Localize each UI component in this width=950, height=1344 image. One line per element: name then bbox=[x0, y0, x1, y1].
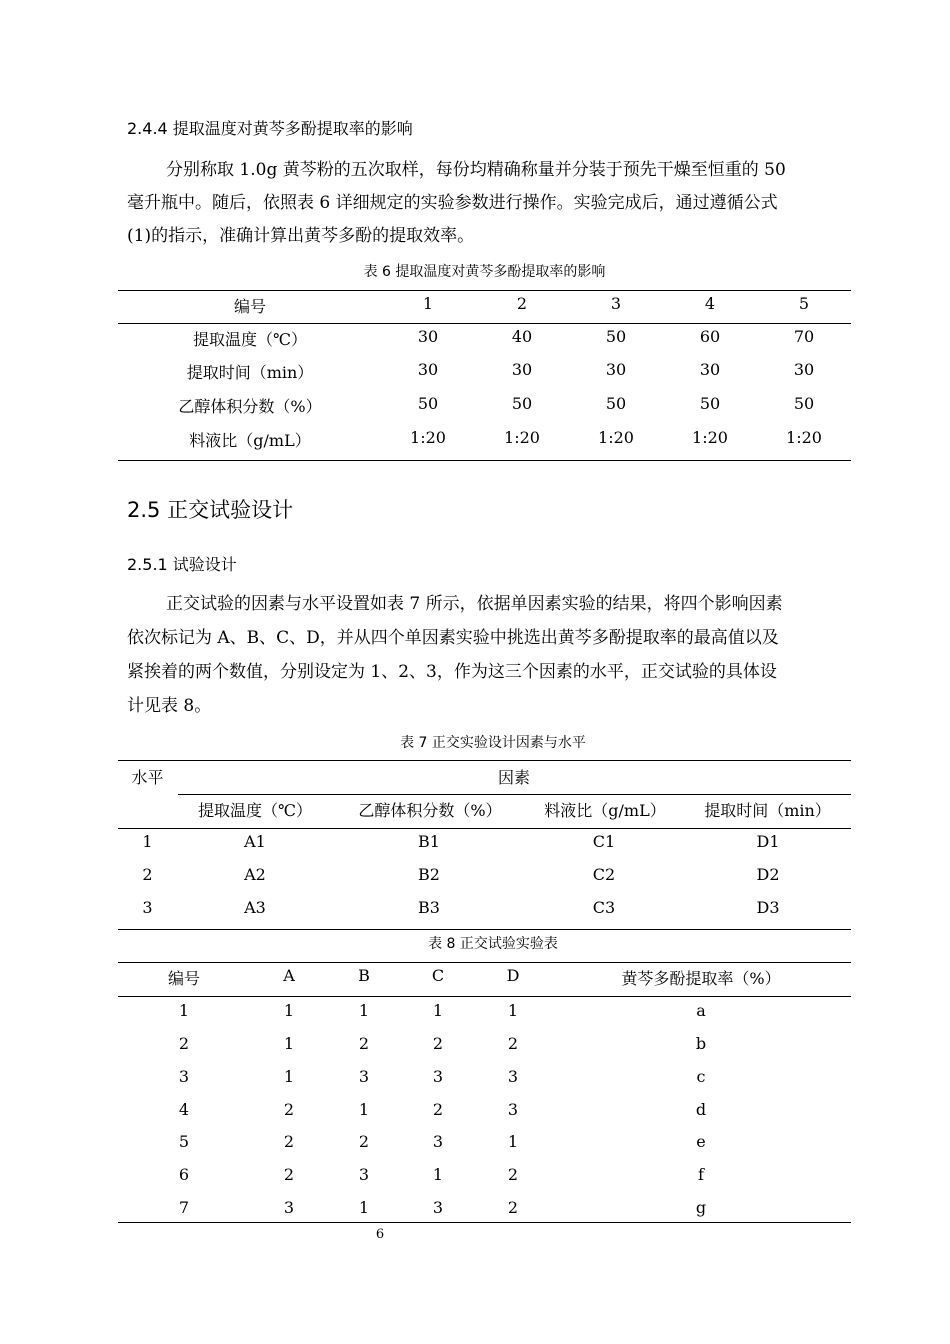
table-6-row-label: 提取温度（℃） bbox=[193, 330, 307, 349]
table-8-cell: d bbox=[695, 1100, 707, 1119]
table-8-top-rule bbox=[118, 962, 851, 963]
table-7-cell: D1 bbox=[756, 832, 780, 851]
paragraph-line: (1)的指示，准确计算出黄芩多酚的提取效率。 bbox=[127, 226, 475, 246]
table-8-cell: c bbox=[696, 1067, 706, 1086]
table-8-cell: 2 bbox=[432, 1100, 444, 1119]
table-7-cell: A1 bbox=[244, 832, 266, 851]
table-8-cell: 3 bbox=[507, 1067, 519, 1086]
table-8-header-cell: 黄芩多酚提取率（%） bbox=[621, 969, 781, 988]
table-8-header-cell: C bbox=[431, 966, 445, 985]
table-6-header-cell: 1 bbox=[422, 294, 434, 313]
table-8-cell: 1 bbox=[432, 1165, 444, 1184]
table-7-caption: 表 7 正交实验设计因素与水平 bbox=[400, 735, 586, 751]
table-7-level-cell: 1 bbox=[142, 832, 153, 851]
table-8-cell: 3 bbox=[507, 1100, 519, 1119]
table-6-cell: 50 bbox=[699, 394, 721, 413]
table-7-factor-header: 因素 bbox=[497, 768, 530, 787]
paragraph-line: 依次标记为 A、B、C、D，并从四个单因素实验中挑选出黄芩多酚提取率的最高值以及 bbox=[127, 628, 779, 648]
table-7-cell: D3 bbox=[756, 898, 780, 917]
table-8-header-cell: D bbox=[506, 966, 520, 985]
table-6-header-cell: 3 bbox=[610, 294, 622, 313]
table-6-row-label: 料液比（g/mL） bbox=[189, 431, 311, 450]
paragraph-line: 分别称取 1.0g 黄芩粉的五次取样，每份均精确称量并分装于预先干燥至恒重的 50 bbox=[166, 160, 786, 180]
table-8-cell: 2 bbox=[507, 1198, 519, 1217]
table-6-caption: 表 6 提取温度对黄芩多酚提取率的影响 bbox=[363, 264, 606, 280]
table-7-top-rule bbox=[118, 760, 851, 761]
table-8-header-cell: B bbox=[358, 966, 370, 985]
table-8-cell: 4 bbox=[178, 1100, 190, 1119]
paragraph-line: 毫升瓶中。随后，依照表 6 详细规定的实验参数进行操作。实验完成后，通过遵循公式 bbox=[127, 193, 778, 213]
table-8-header-cell: A bbox=[283, 966, 295, 985]
table-8-cell: 7 bbox=[178, 1198, 190, 1217]
table-8-cell: 3 bbox=[283, 1198, 295, 1217]
table-7-header-rule bbox=[118, 828, 851, 829]
table-6-row-label: 乙醇体积分数（%） bbox=[178, 397, 322, 416]
table-7-level-cell: 3 bbox=[142, 898, 153, 917]
table-7-factor-cell: 乙醇体积分数（%） bbox=[358, 801, 502, 820]
table-6-cell: 30 bbox=[511, 360, 533, 379]
table-8-cell: g bbox=[695, 1198, 707, 1217]
table-6-bottom-rule bbox=[118, 460, 851, 461]
table-8-cell: 2 bbox=[283, 1100, 295, 1119]
table-8-cell: 3 bbox=[432, 1067, 444, 1086]
table-7-bottom-rule bbox=[118, 929, 851, 930]
table-8-cell: b bbox=[695, 1034, 707, 1053]
table-8-cell: 1 bbox=[358, 1001, 370, 1020]
table-8-cell: 1 bbox=[507, 1001, 519, 1020]
table-6-cell: 40 bbox=[511, 327, 533, 346]
table-6-header-cell: 4 bbox=[704, 294, 716, 313]
table-8-cell: 2 bbox=[283, 1132, 295, 1151]
table-8-cell: 1 bbox=[178, 1001, 190, 1020]
paragraph-line: 计见表 8。 bbox=[127, 696, 212, 716]
table-7-cell: C2 bbox=[592, 865, 616, 884]
table-8-cell: 2 bbox=[358, 1034, 370, 1053]
table-6-header-rule bbox=[118, 323, 851, 324]
table-8-header-rule bbox=[118, 996, 851, 997]
table-8-cell: 2 bbox=[432, 1034, 444, 1053]
table-8-cell: 2 bbox=[507, 1034, 519, 1053]
table-7-cell: D2 bbox=[756, 865, 780, 884]
table-8-cell: 1 bbox=[432, 1001, 444, 1020]
table-6-cell: 30 bbox=[417, 327, 439, 346]
page-number: 6 bbox=[375, 1227, 385, 1242]
paragraph-line: 正交试验的因素与水平设置如表 7 所示，依据单因素实验的结果，将四个影响因素 bbox=[166, 594, 783, 614]
table-6-cell: 1:20 bbox=[786, 428, 822, 447]
section-heading-2-5-1: 2.5.1 试验设计 bbox=[127, 555, 237, 574]
table-8-cell: 3 bbox=[178, 1067, 190, 1086]
table-8-bottom-rule bbox=[118, 1222, 851, 1223]
table-8-cell: 3 bbox=[358, 1067, 370, 1086]
table-8-cell: a bbox=[696, 1001, 706, 1020]
table-6-cell: 30 bbox=[699, 360, 721, 379]
table-7-cell: C1 bbox=[592, 832, 616, 851]
table-8-cell: 1 bbox=[507, 1132, 519, 1151]
table-6-cell: 50 bbox=[511, 394, 533, 413]
table-6-cell: 50 bbox=[793, 394, 815, 413]
table-8-cell: 3 bbox=[358, 1165, 370, 1184]
table-6-header-cell: 2 bbox=[516, 294, 528, 313]
table-6-top-rule bbox=[118, 290, 851, 291]
table-8-cell: 2 bbox=[283, 1165, 295, 1184]
table-6-cell: 50 bbox=[605, 327, 627, 346]
table-7-cell: B2 bbox=[418, 865, 440, 884]
table-6-cell: 50 bbox=[605, 394, 627, 413]
table-8-cell: 1 bbox=[358, 1100, 370, 1119]
table-8-cell: 3 bbox=[432, 1132, 444, 1151]
table-8-cell: 1 bbox=[283, 1067, 295, 1086]
table-7-factor-cell: 提取时间（min） bbox=[704, 801, 831, 820]
table-6-cell: 1:20 bbox=[504, 428, 540, 447]
table-7-factor-cell: 提取温度（℃） bbox=[198, 801, 312, 820]
table-6-cell: 1:20 bbox=[410, 428, 446, 447]
table-8-cell: 2 bbox=[178, 1034, 190, 1053]
table-8-cell: 1 bbox=[358, 1198, 370, 1217]
table-8-cell: 3 bbox=[432, 1198, 444, 1217]
table-6-cell: 1:20 bbox=[692, 428, 728, 447]
table-8-header-cell: 编号 bbox=[167, 969, 200, 988]
table-7-factor-rule bbox=[178, 794, 851, 795]
table-8-caption: 表 8 正交试验实验表 bbox=[428, 936, 558, 952]
table-7-cell: A3 bbox=[244, 898, 266, 917]
table-7-cell: B3 bbox=[418, 898, 440, 917]
table-7-cell: B1 bbox=[418, 832, 440, 851]
table-7-cell: A2 bbox=[244, 865, 266, 884]
table-7-level-header: 水平 bbox=[131, 768, 164, 787]
table-7-factor-cell: 料液比（g/mL） bbox=[544, 801, 666, 820]
section-heading-2-5: 2.5 正交试验设计 bbox=[127, 498, 294, 522]
paragraph-line: 紧挨着的两个数值，分别设定为 1、2、3，作为这三个因素的水平，正交试验的具体设 bbox=[127, 662, 777, 682]
table-8-cell: 5 bbox=[178, 1132, 190, 1151]
table-6-cell: 30 bbox=[605, 360, 627, 379]
table-6-row-label: 提取时间（min） bbox=[186, 363, 314, 382]
table-8-cell: 2 bbox=[507, 1165, 519, 1184]
section-heading-2-4-4: 2.4.4 提取温度对黄芩多酚提取率的影响 bbox=[127, 119, 413, 138]
table-8-cell: 1 bbox=[283, 1034, 295, 1053]
table-6-cell: 60 bbox=[699, 327, 721, 346]
table-6-cell: 50 bbox=[417, 394, 439, 413]
table-6-header-cell: 5 bbox=[798, 294, 810, 313]
table-8-cell: 2 bbox=[358, 1132, 370, 1151]
table-6-cell: 1:20 bbox=[598, 428, 634, 447]
table-8-cell: e bbox=[696, 1132, 706, 1151]
table-7-level-cell: 2 bbox=[142, 865, 153, 884]
table-6-cell: 70 bbox=[793, 327, 815, 346]
table-6-header-cell: 编号 bbox=[233, 297, 266, 316]
table-8-cell: 1 bbox=[283, 1001, 295, 1020]
table-6-cell: 30 bbox=[417, 360, 439, 379]
table-6-cell: 30 bbox=[793, 360, 815, 379]
table-8-cell: 6 bbox=[178, 1165, 190, 1184]
table-7-cell: C3 bbox=[592, 898, 616, 917]
table-8-cell: f bbox=[698, 1165, 704, 1184]
